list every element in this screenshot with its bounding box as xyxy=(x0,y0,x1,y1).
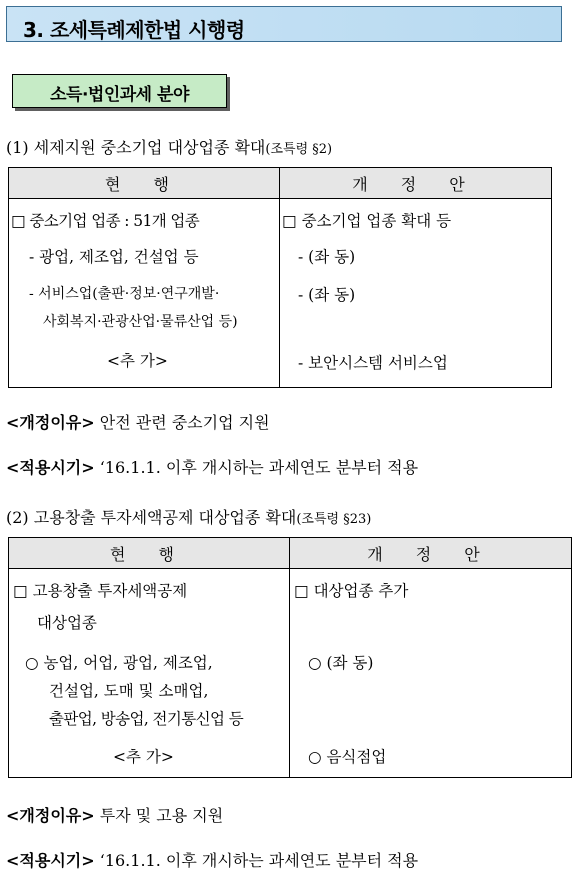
table-2-current-line: 건설업, 도매 및 소매업, xyxy=(49,682,209,700)
table-1-current-cell xyxy=(9,199,280,388)
table-2-revised-line: □ 대상업종 추가 xyxy=(294,582,409,600)
section-2-reason xyxy=(6,803,223,826)
timing-label: <적용시기> xyxy=(6,458,95,477)
table-1-header-revised: 개 정 안 xyxy=(280,168,552,199)
table-1-current-line: - 광업, 제조업, 건설업 등 xyxy=(29,248,199,266)
timing-label: <적용시기> xyxy=(6,851,95,870)
section-1-reason xyxy=(6,410,270,433)
table-2-current-line: ○ 농업, 어업, 광업, 제조업, xyxy=(25,654,213,672)
reason-label: <개정이유> xyxy=(6,413,95,432)
table-1-revised-line: □ 중소기업 업종 확대 등 xyxy=(282,212,452,230)
table-1-revised-line: - 보안시스템 서비스업 xyxy=(298,354,448,372)
table-2-header-revised: 개 정 안 xyxy=(290,538,572,569)
section-2-ref: (조특령 §23) xyxy=(296,512,372,527)
table-1-current-line: - 서비스업(출판·정보·연구개발· xyxy=(29,286,220,302)
table-1-header-current: 현 행 xyxy=(9,168,280,199)
table-2-current-cell xyxy=(9,569,290,778)
table-1-revised-cell xyxy=(280,199,552,388)
timing-text: ‘16.1.1. 이후 개시하는 과세연도 분부터 적용 xyxy=(99,458,419,477)
table-1-revised-line: - (좌 동) xyxy=(298,248,356,266)
section-2-timing xyxy=(6,848,418,871)
table-1-current-line: □ 중소기업 업종 : 51개 업종 xyxy=(11,212,200,230)
section-2-title: (2) 고용창출 투자세액공제 대상업종 확대 xyxy=(6,508,297,527)
category-box xyxy=(12,74,227,108)
reason-text: 안전 관련 중소기업 지원 xyxy=(99,413,270,432)
section-1-ref: (조특령 §2) xyxy=(265,142,333,157)
reason-label: <개정이유> xyxy=(6,806,95,825)
table-1-revised-line: - (좌 동) xyxy=(298,286,356,304)
comparison-table-1 xyxy=(8,167,552,388)
table-2-current-line: □ 고용창출 투자세액공제 xyxy=(13,582,188,600)
table-2-revised-cell xyxy=(290,569,572,778)
section-1-timing xyxy=(6,455,418,478)
section-heading-bar xyxy=(6,6,562,42)
comparison-table-2 xyxy=(8,537,572,778)
table-2-revised-line: ○ (좌 동) xyxy=(308,654,374,672)
table-2-current-line: 대상업종 xyxy=(37,614,97,632)
table-2-header-current: 현 행 xyxy=(9,538,290,569)
reason-text: 투자 및 고용 지원 xyxy=(99,806,224,825)
section-1-title-line xyxy=(6,135,332,158)
table-1-current-line: 사회복지·관광산업·물류산업 등) xyxy=(43,314,238,330)
timing-text: ‘16.1.1. 이후 개시하는 과세연도 분부터 적용 xyxy=(99,851,419,870)
category-label: 소득·법인과세 분야 xyxy=(50,85,189,105)
section-heading: 3. 조세특례제한법 시행령 xyxy=(23,18,245,42)
section-2-title-line xyxy=(6,505,371,528)
table-2-current-line: <추 가> xyxy=(113,748,174,766)
table-1-current-line: <추 가> xyxy=(107,352,168,370)
table-2-current-line: 출판업, 방송업, 전기통신업 등 xyxy=(49,710,244,728)
section-1-title: (1) 세제지원 중소기업 대상업종 확대 xyxy=(6,138,266,157)
table-2-revised-line: ○ 음식점업 xyxy=(308,748,387,766)
